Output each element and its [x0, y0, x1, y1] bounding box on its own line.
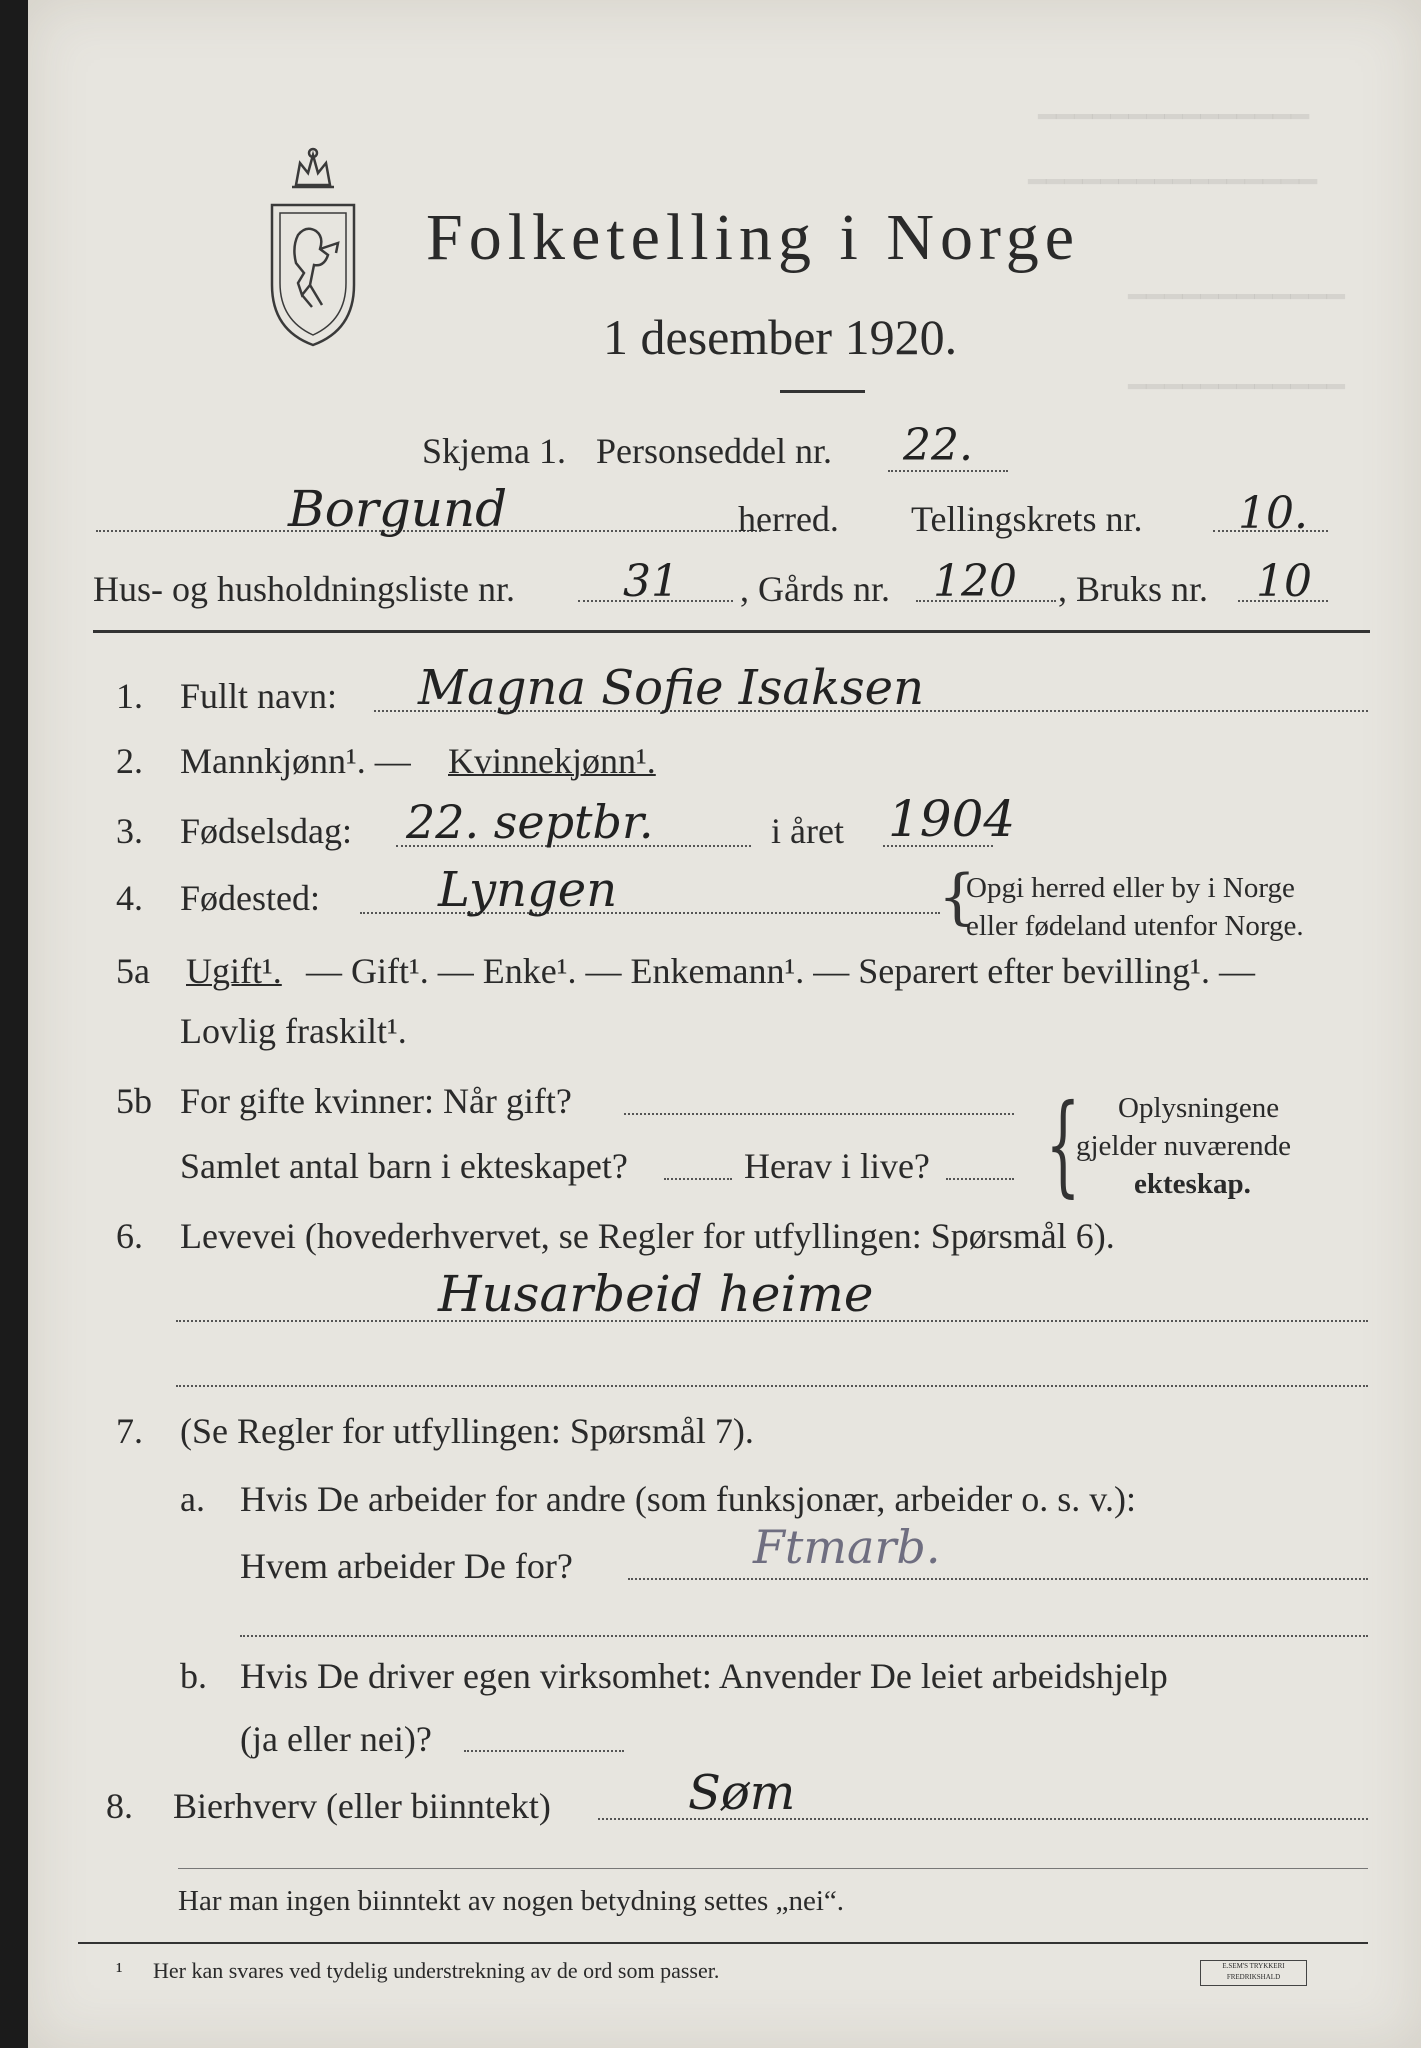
hus-label: Hus- og husholdningsliste nr. [93, 569, 516, 609]
q2-number: 2. [116, 741, 143, 781]
q4-number: 4. [116, 878, 143, 918]
q7a-number: a. [180, 1479, 205, 1519]
q7b-label: Hvis De driver egen virksomhet: Anvender De leiet arbeidshjelp [240, 1656, 1168, 1696]
employer-value: Ftmarb. [753, 1520, 941, 1574]
hus-value: 31 [623, 556, 679, 607]
q5b-note-3: ekteskap. [1134, 1168, 1251, 1200]
q5b-married-line [624, 1113, 1014, 1115]
q5b-children-line [664, 1178, 732, 1180]
q7b-line2: (ja eller nei)? [240, 1719, 432, 1759]
q4-brace: { [938, 862, 977, 932]
q5b-number: 5b [116, 1081, 152, 1121]
header-rule [93, 630, 1370, 633]
q3-year-label: i året [771, 811, 844, 851]
occupation-value: Husarbeid heime [438, 1265, 874, 1323]
form-date: 1 desember 1920. [603, 309, 958, 365]
q5b-label: For gifte kvinner: Når gift? [180, 1081, 572, 1121]
personseddel-value: 22. [903, 420, 973, 471]
form-title: Folketelling i Norge [426, 201, 1081, 274]
bleed-through: ━━━━━━━━━━━━━━━ [1038, 101, 1309, 134]
bleed-through: ━━━━━━━━━━━━━━━━ [1028, 166, 1317, 199]
q8-number: 8. [106, 1786, 133, 1826]
gards-label: , Gårds nr. [740, 569, 890, 609]
personseddel-label: Personseddel nr. [596, 431, 832, 471]
q3-number: 3. [116, 811, 143, 851]
q7a-who-label: Hvem arbeider De for? [240, 1546, 573, 1586]
q5b-alive-line [946, 1178, 1014, 1180]
q7b-number: b. [180, 1656, 207, 1696]
footnote-mark: ¹ [116, 1958, 123, 1983]
footnote-rule [78, 1942, 1368, 1944]
q5a-number: 5a [116, 951, 150, 991]
q5b-note-2: gjelder nuværende [1076, 1130, 1292, 1162]
q7a-line-2 [240, 1635, 1368, 1637]
q5b-brace: { [1045, 1080, 1081, 1208]
bleed-through: ━━━━━━━━━━━━ [1128, 371, 1345, 404]
full-name-value: Magna Sofie Isaksen [418, 660, 924, 716]
q2-male: Mannkjønn¹. — [180, 741, 411, 781]
bruks-label: , Bruks nr. [1058, 569, 1209, 609]
q5b-children-label: Samlet antal barn i ekteskapet? [180, 1146, 628, 1186]
q8-label: Bierhverv (eller biinntekt) [173, 1786, 551, 1826]
q7-label: (Se Regler for utfyllingen: Spørsmål 7). [180, 1411, 754, 1451]
birthdate-value: 22. septbr. [406, 795, 654, 849]
gards-value: 120 [933, 556, 1017, 607]
birth-year-value: 1904 [888, 790, 1016, 848]
herred-label: herred. [738, 499, 839, 539]
side-income-value: Søm [688, 1765, 796, 1821]
q4-note-1: Opgi herred eller by i Norge [966, 872, 1295, 904]
income-note: Har man ingen biinntekt av nogen betydning settes „nei“. [178, 1885, 845, 1917]
footnote-text: Her kan svares ved tydelig understrekning av de ord som passer. [153, 1958, 720, 1983]
q5b-alive-label: Herav i live? [744, 1146, 930, 1186]
tellingskrets-value: 10. [1238, 488, 1308, 539]
q2-female-underlined: Kvinnekjønn¹. [448, 741, 656, 781]
printer-stamp: E.SEM'S TRYKKERI FREDRIKSHALD [1200, 1960, 1307, 1986]
q3-label: Fødselsdag: [180, 811, 353, 851]
q5a-options: — Gift¹. — Enke¹. — Enkemann¹. — Separert efter bevilling¹. — [306, 951, 1255, 991]
q5b-note-1: Oplysningene [1118, 1092, 1280, 1124]
coat-of-arms-icon [258, 145, 368, 350]
q1-number: 1. [116, 676, 143, 716]
census-form-page [28, 0, 1421, 2048]
herred-value: Borgund [288, 480, 508, 538]
bruks-value: 10 [1256, 556, 1312, 607]
q6-line-2 [176, 1385, 1368, 1387]
q5a-line2: Lovlig fraskilt¹. [180, 1011, 407, 1051]
bleed-through: ━━━━━━━━━━━━ [1128, 281, 1345, 314]
q7a-label: Hvis De arbeider for andre (som funksjonær, arbeider o. s. v.): [240, 1479, 1136, 1519]
q6-label: Levevei (hovederhvervet, se Regler for utfyllingen: Spørsmål 6). [180, 1216, 1115, 1256]
q4-note-2: eller fødeland utenfor Norge. [966, 910, 1304, 942]
q1-label: Fullt navn: [180, 676, 338, 716]
q7a-line-1 [628, 1578, 1368, 1580]
q6-number: 6. [116, 1216, 143, 1256]
q5a-ugift-underlined: Ugift¹. [186, 951, 282, 991]
skjema-label: Skjema 1. [422, 431, 566, 471]
q7-number: 7. [116, 1411, 143, 1451]
tellingskrets-label: Tellingskrets nr. [911, 499, 1143, 539]
note-rule [178, 1868, 1368, 1869]
birthplace-value: Lyngen [438, 862, 618, 918]
q7b-line [464, 1750, 624, 1752]
title-divider [780, 390, 865, 393]
q4-label: Fødested: [180, 878, 320, 918]
